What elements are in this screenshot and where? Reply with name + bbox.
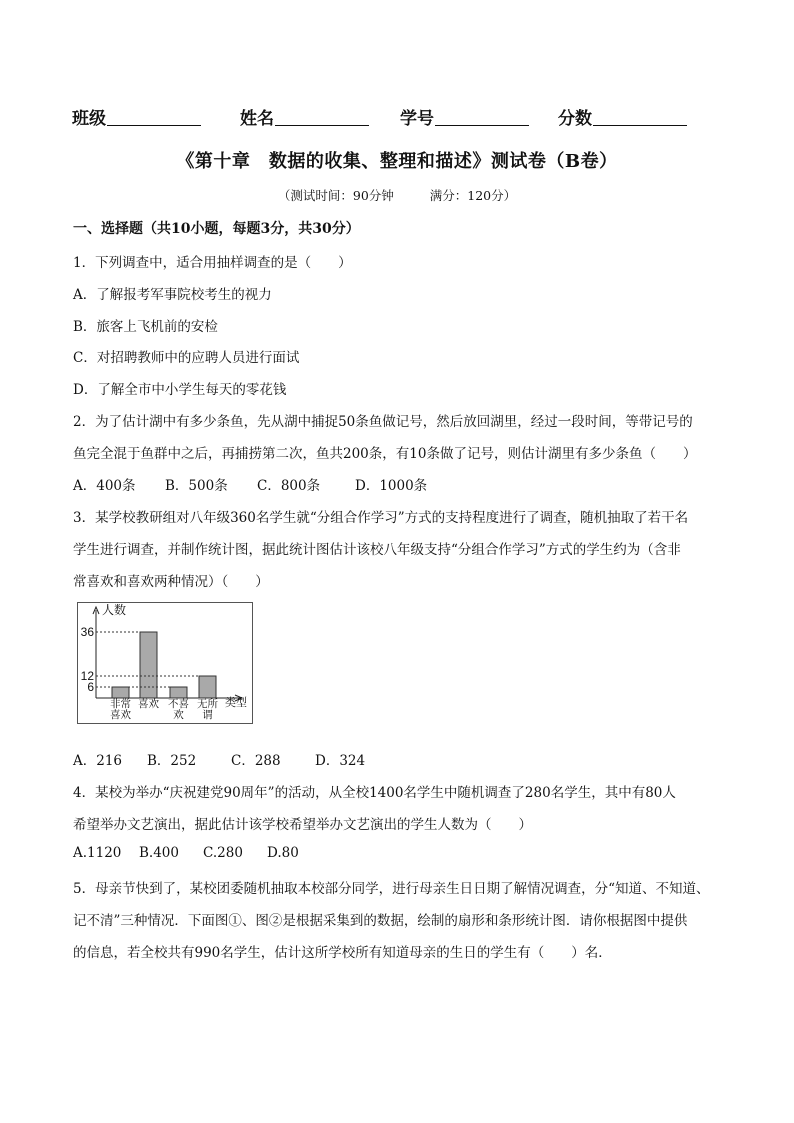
bar-2 xyxy=(140,632,157,698)
q3-stem-line3: 常喜欢和喜欢两种情况）（ ） xyxy=(73,574,269,590)
section-heading: 一、选择题（共10小题，每题3分，共30分） xyxy=(73,221,360,237)
page-title: 《第十章 数据的收集、整理和描述》测试卷（B卷） xyxy=(176,151,618,172)
student-id-blank[interactable] xyxy=(435,107,529,126)
q4-option-b: B.400 xyxy=(139,845,179,861)
q2-option-c: C．800条 xyxy=(257,478,321,494)
q3-option-b: B．252 xyxy=(147,753,197,769)
q3-option-c: C．288 xyxy=(231,753,281,769)
q2-option-b: B．500条 xyxy=(165,478,228,494)
q1-option-a: A．了解报考军事院校考生的视力 xyxy=(73,287,272,303)
exam-full-score: 满分：120分） xyxy=(429,188,517,203)
score-field[interactable] xyxy=(558,104,687,129)
exam-time: （测试时间：90分钟 xyxy=(277,188,394,203)
student-id-label: 学号 xyxy=(400,109,434,129)
q4-option-d: D.80 xyxy=(267,845,299,861)
y-tick-label-36: 36 xyxy=(80,625,94,639)
q3-bar-chart xyxy=(77,602,253,724)
q2-option-a: A．400条 xyxy=(73,478,136,494)
score-label: 分数 xyxy=(558,109,592,129)
category-label-2: 喜欢 xyxy=(138,698,159,710)
category-label-3: 欢 xyxy=(173,709,184,721)
name-label: 姓名 xyxy=(240,109,274,129)
x-axis-label: 类型 xyxy=(225,697,247,709)
q5-stem-line3: 的信息，若全校共有990名学生，估计这所学校所有知道母亲的生日的学生有（ ）名． xyxy=(73,945,612,961)
q3-option-a: A．216 xyxy=(73,753,123,769)
category-label-1: 非常 xyxy=(110,698,131,710)
q2-stem-line2: 鱼完全混于鱼群中之后，再捕捞第二次，鱼共200条，有10条做了记号，则估计湖里有多少条鱼（ ） xyxy=(73,446,697,462)
bar-4 xyxy=(199,676,216,698)
exam-info xyxy=(0,186,794,204)
score-blank[interactable] xyxy=(593,107,687,126)
bar-3 xyxy=(170,687,187,698)
q1-stem: 1．下列调查中，适合用抽样调查的是（ ） xyxy=(73,255,352,271)
q4-option-a: A.1120 xyxy=(73,845,122,861)
q4-stem-line1: 4．某校为举办“庆祝建党90周年”的活动，从全校1400名学生中随机调查了280名学生，其中有80人 xyxy=(73,785,676,801)
category-label-3: 不喜 xyxy=(168,698,189,710)
y-axis-label: 人数 xyxy=(102,603,127,617)
q1-option-c: C．对招聘教师中的应聘人员进行面试 xyxy=(73,350,300,366)
q4-option-c: C.280 xyxy=(203,845,243,861)
q5-stem-line1: 5．母亲节快到了，某校团委随机抽取本校部分同学，进行母亲生日日期了解情况调查，分“知道、不知道、 xyxy=(73,881,710,897)
q1-option-b: B．旅客上飞机前的安检 xyxy=(73,319,218,335)
name-field[interactable] xyxy=(240,104,369,129)
q1-option-d: D．了解全市中小学生每天的零花钱 xyxy=(73,382,287,398)
category-label-4: 无所 xyxy=(197,698,218,710)
q3-stem-line1: 3．某学校教研组对八年级360名学生就“分组合作学习”方式的支持程度进行了调查，随机抽取了若干名 xyxy=(73,510,689,526)
name-blank[interactable] xyxy=(275,107,369,126)
student-info-header xyxy=(72,104,712,130)
q2-option-d: D．1000条 xyxy=(355,478,428,494)
y-tick-label-12: 12 xyxy=(80,669,94,683)
category-label-1: 喜欢 xyxy=(110,709,131,721)
student-id-field[interactable] xyxy=(400,104,529,129)
y-tick-label-6: 6 xyxy=(87,680,94,694)
q3-stem-line2: 学生进行调查，并制作统计图，据此统计图估计该校八年级支持“分组合作学习”方式的学生约为（含非 xyxy=(73,542,681,558)
bar-1 xyxy=(112,687,129,698)
q3-option-d: D．324 xyxy=(315,753,366,769)
q4-stem-line2: 希望举办文艺演出，据此估计该学校希望举办文艺演出的学生人数为（ ） xyxy=(73,817,532,833)
q2-stem-line1: 2．为了估计湖中有多少条鱼，先从湖中捕捉50条鱼做记号，然后放回湖里，经过一段时间，等带记号的 xyxy=(73,414,693,430)
q4-options xyxy=(73,845,299,861)
class-field[interactable] xyxy=(72,104,201,129)
class-label: 班级 xyxy=(72,109,106,129)
q5-stem-line2: 记不清”三种情况．下面图①、图②是根据采集到的数据，绘制的扇形和条形统计图．请你根据图中提供 xyxy=(73,913,688,929)
category-label-4: 谓 xyxy=(202,709,213,721)
q2-options xyxy=(73,474,427,494)
q3-options xyxy=(73,749,365,769)
chart-canvas xyxy=(77,602,253,724)
class-blank[interactable] xyxy=(107,107,201,126)
